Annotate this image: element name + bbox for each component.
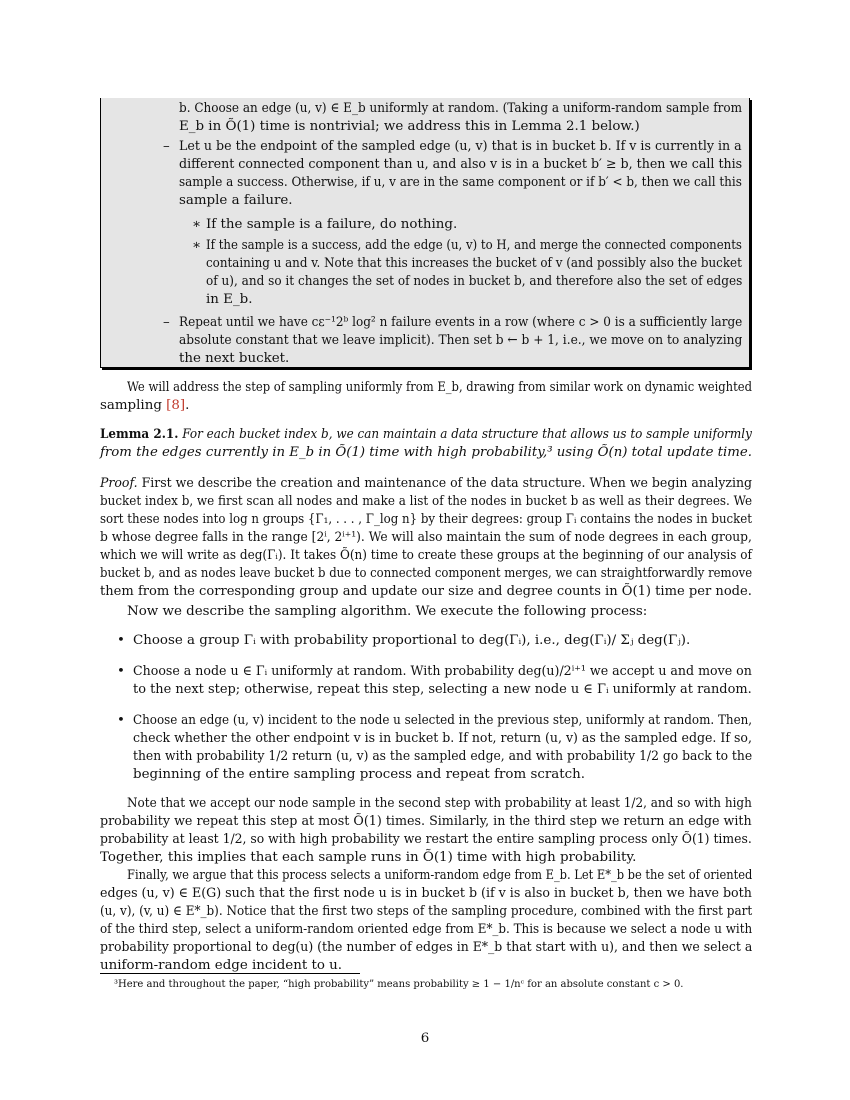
lemma-statement xyxy=(100,426,752,444)
bullet-line: Choose a group Γᵢ with probability proportional to deg(Γᵢ), i.e., deg(Γᵢ)/ Σⱼ deg(Γⱼ). xyxy=(133,633,691,648)
star-marker: ∗ xyxy=(192,217,202,232)
proof-line: bucket b, and as nodes leave bucket b due to connected component merges, we can straightforwardly remove xyxy=(100,566,753,581)
paragraph-line: edges (u, v) ∈ E(G) such that the first node u is in bucket b (if v is also in bucket b, then we have both xyxy=(100,886,752,901)
paragraph-line: uniform-random edge incident to u. xyxy=(100,958,343,973)
paragraph-line: (u, v), (v, u) ∈ E*_b). Notice that the first two steps of the sampling procedure, combined with the first part xyxy=(100,904,753,919)
algo-line: different connected component than u, and also v is in a bucket b′ ≥ b, then we call this xyxy=(179,157,743,172)
text: sampling xyxy=(100,398,167,413)
paragraph-line xyxy=(100,397,189,415)
bullet-line: then with probability 1/2 return (u, v) as the sampled edge, and with probability 1/2 go back to the xyxy=(133,749,753,764)
paragraph-line: probability at least 1/2, so with high probability we restart the entire sampling process only Õ(1) times. xyxy=(100,832,752,847)
bullet-marker: • xyxy=(117,633,125,648)
proof-label: Proof. xyxy=(100,476,138,491)
proof-line: them from the corresponding group and update our size and degree counts in Õ(1) time per node. xyxy=(100,584,752,599)
bullet-line: check whether the other endpoint v is in bucket b. If not, return (u, v) as the sampled edge. If so, xyxy=(133,731,752,746)
bullet-line: to the next step; otherwise, repeat this step, selecting a new node u ∈ Γᵢ uniformly at random. xyxy=(133,682,752,697)
algo-line: containing u and v. Note that this increases the bucket of v (and possibly also the bucket xyxy=(206,256,742,271)
algo-line: in E_b. xyxy=(206,292,253,307)
algo-line: the next bucket. xyxy=(179,351,290,366)
algo-line: If the sample is a failure, do nothing. xyxy=(206,217,458,232)
proof-line: sort these nodes into log n groups {Γ₁, . . . , Γ_log n} by their degrees: group Γᵢ contains the nodes in bucket xyxy=(100,512,752,527)
lemma-text: For each bucket index b, we can maintain a data structure that allows us to sample uniformly xyxy=(182,427,752,442)
proof-line: bucket index b, we first scan all nodes and make a list of the nodes in bucket b as well as their degrees. We xyxy=(100,494,753,509)
paragraph-line: probability we repeat this step at most Õ(1) times. Similarly, in the third step we return an edge with xyxy=(100,814,752,829)
bullet-marker: • xyxy=(117,664,125,679)
algo-line: If the sample is a success, add the edge (u, v) to H, and merge the connected components xyxy=(206,238,742,253)
page-number: 6 xyxy=(420,1031,430,1046)
algorithm-box xyxy=(100,98,750,368)
paragraph-line: We will address the step of sampling uniformly from E_b, drawing from similar work on dynamic weighted xyxy=(127,380,753,395)
paragraph-line: Now we describe the sampling algorithm. We execute the following process: xyxy=(127,604,648,619)
proof-line xyxy=(100,475,752,493)
algo-line: E_b in Õ(1) time is nontrivial; we address this in Lemma 2.1 below.) xyxy=(179,119,640,134)
bullet-marker: • xyxy=(117,713,125,728)
paragraph-line: of the third step, select a uniform-random oriented edge from E*_b. This is because we select a node u with xyxy=(100,922,753,937)
algo-line: Repeat until we have cε⁻¹2ᵇ log² n failure events in a row (where c > 0 is a sufficiently large xyxy=(179,315,743,330)
dash-marker: – xyxy=(163,315,170,330)
footnote-rule xyxy=(100,973,360,974)
algo-line: absolute constant that we leave implicit). Then set b ← b + 1, i.e., we move on to analyzing xyxy=(179,333,743,348)
lemma-label: Lemma 2.1. xyxy=(100,426,179,442)
citation-link[interactable]: [8] xyxy=(166,398,186,413)
proof-line: b whose degree falls in the range [2ⁱ, 2ⁱ⁺¹). We will also maintain the sum of node degrees in each group, xyxy=(100,530,752,545)
dash-marker: – xyxy=(163,139,170,154)
paragraph-line: probability proportional to deg(u) (the number of edges in E*_b that start with u), and then we select a xyxy=(100,940,753,955)
proof-text: First we describe the creation and maintenance of the data structure. When we begin analyzing xyxy=(141,476,753,491)
algo-line: sample a failure. xyxy=(179,193,293,208)
lemma-text: from the edges currently in E_b in Õ(1) time with high probability,³ using Õ(n) total update time. xyxy=(100,445,752,460)
paragraph-line: Together, this implies that each sample runs in Õ(1) time with high probability. xyxy=(100,850,637,865)
text: . xyxy=(185,398,190,413)
paragraph-line: Note that we accept our node sample in the second step with probability at least 1/2, and so with high xyxy=(127,796,752,811)
algo-line: b. Choose an edge (u, v) ∈ E_b uniformly at random. (Taking a uniform-random sample from xyxy=(179,101,743,116)
paragraph-line: Finally, we argue that this process selects a uniform-random edge from E_b. Let E*_b be the set of oriented xyxy=(127,868,753,883)
footnote: ³Here and throughout the paper, “high probability” means probability ≥ 1 − 1/nᶜ for an absolute constant c > 0. xyxy=(114,979,684,990)
proof-line: which we will write as deg(Γᵢ). It takes Õ(n) time to create these groups at the beginning of our analysis of xyxy=(100,548,752,563)
algo-line: sample a success. Otherwise, if u, v are in the same component or if b′ < b, then we call this xyxy=(179,175,742,190)
bullet-line: Choose a node u ∈ Γᵢ uniformly at random. With probability deg(u)/2ⁱ⁺¹ we accept u and move on xyxy=(133,664,752,679)
star-marker: ∗ xyxy=(192,238,202,253)
bullet-line: beginning of the entire sampling process and repeat from scratch. xyxy=(133,767,585,782)
bullet-line: Choose an edge (u, v) incident to the node u selected in the previous step, uniformly at random. Then, xyxy=(133,713,753,728)
algo-line: of u), and so it changes the set of nodes in bucket b, and therefore also the set of edges xyxy=(206,274,743,289)
algo-line: Let u be the endpoint of the sampled edge (u, v) that is in bucket b. If v is currently in a xyxy=(179,139,742,154)
